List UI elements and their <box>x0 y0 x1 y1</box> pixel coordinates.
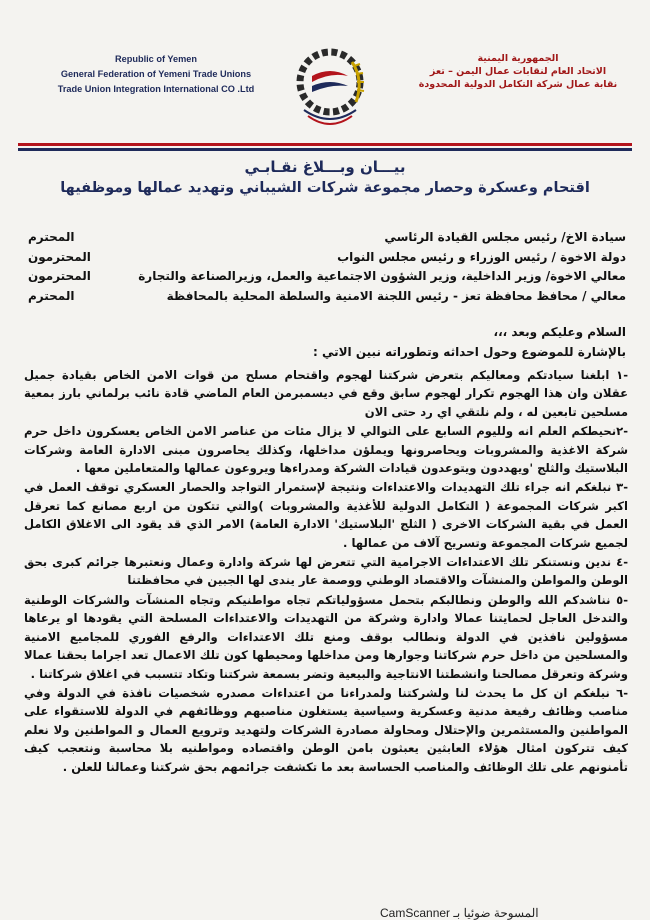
statement-paragraph: -٦ نبلغكم ان كل ما يحدث لنا ولشركتنا ولمدراءنا من اعتداءات مصدره شخصيات نافذة في الدولة وفي مناصب وظائف رفيعة مدنية وعسكرية وسياسية يستغلون مناصبهم ووظائفهم في الدولة للاستقواء على المواطنين والمستثمرين والإحتلال ومحاولة مصادرة الشركات ولتهديد وترويع العمال و المواطنين ولا نعلم كيف تتركون امثال هؤلاء العابثين يعبثون بامن الوطن واقتصاده ومواطنيه بلا محاسبة ونتعجب كيف تأمنونهم على تلك الوظائف والمناصب الحساسة بعد ما تكشفت جرائمهم بحق شركتنا وعمالنا للعلن . <box>24 685 628 774</box>
addressee-row <box>28 287 626 307</box>
addressee-row <box>28 248 626 268</box>
letterhead-ar-line: الجمهورية اليمنية <box>477 53 559 64</box>
header-divider-navy <box>18 148 632 151</box>
letterhead-ar-line: نقابة عمال شركة التكامل الدولية المحدودة <box>418 79 618 90</box>
letterhead-arabic <box>408 52 628 91</box>
letterhead-en-line: Republic of Yemen <box>114 54 198 64</box>
letterhead-en-line: General Federation of Yemeni Trade Unions <box>60 69 252 79</box>
addressee-honorific: المحترم <box>28 288 75 303</box>
letterhead-english <box>36 52 276 97</box>
statement-paragraph: -٤ ندين ونستنكر تلك الاعتداءات الاجرامية التي تتعرض لها شركة وادارة وعمال ونعتبرها جرائم كبرى بحق الوطن والمواطن والمنشآت والاقتصاد الوطني ووصمة عار يندى لها الجبين في محافظتنا <box>24 555 628 588</box>
document-title: بيـــان وبـــلاغ نقـابـي <box>244 158 406 176</box>
statement-paragraph: -٣ نبلغكم انه جراء تلك التهديدات والاعتداءات ونتيجة لإستمرار التواجد والحصار العسكري توقف العمل في اكبر شركات المجموعة ( التكامل الدولية للأغذية والمشروبات )والتي تتكون من اربع مصانع كما تعرقل العمل في بقية الشركات الاخرى ( الثلج 'البلاستيك' الادارة العامة) الامر الذي قد يقود الى الاغلاق الكامل لجميع شركات المجموعة وتسريح آلاف من عمالها . <box>24 480 628 550</box>
addressee-list <box>28 228 626 306</box>
intro-line: بالإشارة للموضوع وحول احداثه وتطوراته نبين الاتي : <box>313 345 626 359</box>
greeting: السلام وعليكم وبعد ،،، <box>493 325 626 339</box>
addressee-name: معالي الاخوة/ وزير الداخلية، وزير الشؤون الاجتماعية والعمل، وزيرالصناعة والتجارة <box>138 269 626 283</box>
header-divider-red <box>18 143 632 146</box>
letterhead-en-line: Trade Union Integration International CO .Ltd <box>57 84 255 94</box>
statement-paragraph: -٥ نناشدكم الله والوطن ونطالبكم بتحمل مسؤولياتكم تجاه مواطنيكم وتجاه المنشآت والشركات الوطنية والتدخل العاجل لحمايتنا عمالا وادارة وشركة من التهديدات والاعتداءات المسلحة التي يقودها او يرعاها مسؤولين نافذين في الدولة ونطالب بوقف ومنع تلك الاعتداءات والرفع الفوري للمجاميع الامنية والمسلحين من داخل حرم شركاتنا وجوارها ومن مداخلها ومحيطها كون تلك الاعمال تعد اجراما بحقنا عمالا وشركة وتعرقل مصالحنا وانشطتنا الانتاجية والبيعية وتضر بسمعة شركتنا وتكاد تتسبب في اغلاق شركاتنا . <box>24 592 628 681</box>
addressee-honorific: المحترمون <box>28 249 91 264</box>
statement-paragraph: -٢نحيطكم العلم انه ولليوم السابع على التوالي لا يزال مئات من عناصر الامن الخاص يعسكرون داخل حرم شركة الاغذية والمشروبات ويحاصرونها ويملؤن مداخلها، وكذلك يحاصرون مبنى الادارة العامة وشركات البلاستيك والثلج 'ويهددون ويتوعدون قيادات الشركة ومدراءها ويروعون عمالها والمتعاملين معها . <box>24 424 628 476</box>
union-emblem-icon <box>282 36 378 136</box>
statement-paragraph: -١ ابلغنا سيادتكم ومعاليكم بتعرض شركتنا لهجوم واقتحام مسلح من قوات الامن الخاص بقيادة جميل عقلان وان هذا الهجوم تكرار لهجوم سابق وقع في ديسمبرمن العام الماضي قادة نائب برلماني بارز بمعية مسلحين تابعين له ، ولم نلتقي اي رد حتى الان <box>24 368 628 419</box>
addressee-name: سيادة الاخ/ رئيس مجلس القيادة الرئاسي <box>384 230 626 244</box>
addressee-name: معالي / محافظ محافظة تعز - رئيس اللجنة الامنية والسلطة المحلية بالمحافظة <box>166 288 626 303</box>
scanner-watermark: CamScanner المسوحة ضوئيا بـ <box>380 906 539 920</box>
document-subtitle: اقتحام وعسكرة وحصار مجموعة شركات الشيباني وتهديد عمالها وموظفيها <box>60 180 590 196</box>
addressee-honorific: المحترم <box>28 230 75 244</box>
addressee-honorific: المحترمون <box>28 269 91 283</box>
letterhead-ar-line: الاتحاد العام لنقابات عمال اليمن – تعز <box>429 66 607 77</box>
addressee-row <box>28 267 626 287</box>
statement-body <box>24 366 628 777</box>
addressee-name: دولة الاخوة / رئيس الوزراء و رئيس مجلس النواب <box>337 249 626 264</box>
addressee-row <box>28 228 626 248</box>
